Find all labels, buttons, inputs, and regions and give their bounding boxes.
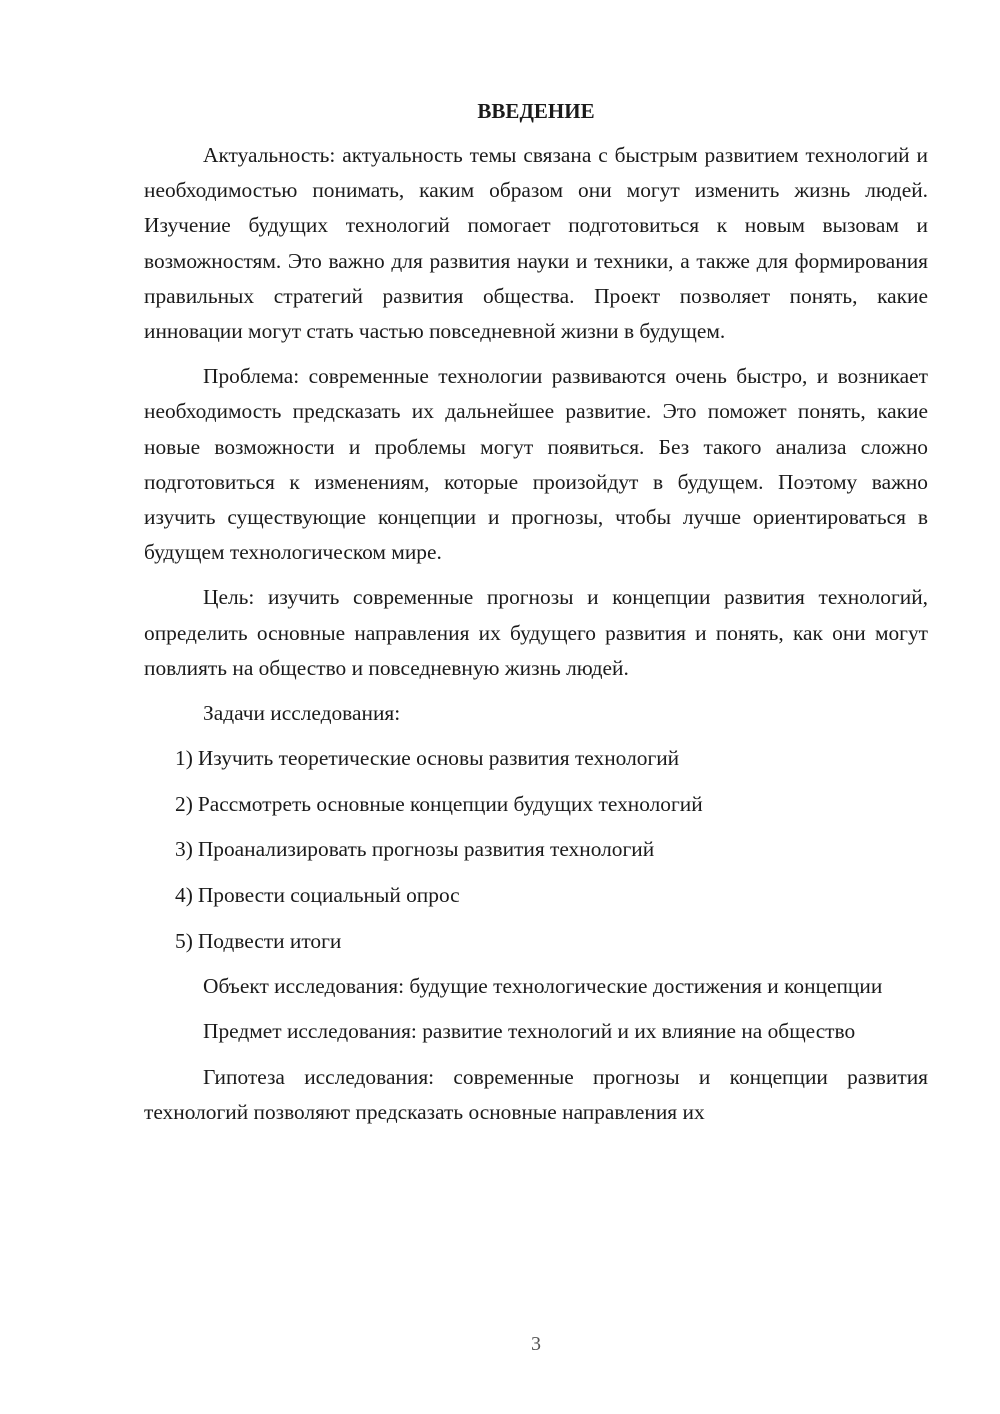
tasks-list xyxy=(144,741,928,959)
list-item xyxy=(144,878,928,913)
list-item-number: 1) xyxy=(175,746,193,771)
subject-paragraph: Предмет исследования: развитие технологий и их влияние на общество xyxy=(203,1019,856,1044)
page-number: 3 xyxy=(531,1333,541,1355)
list-item xyxy=(144,924,928,959)
list-item-number: 2) xyxy=(175,791,193,816)
object-paragraph: Объект исследования: будущие технологические достижения и концепции xyxy=(203,974,883,999)
relevance-paragraph: Актуальность: актуальность темы связана с быстрым развитием технологий и необходимостью понимать, каким образом они могут изменить жизнь людей. Изучение будущих технологий помогает подготовиться к новым вызовам и возможностям. Это важно для развития науки и техники, а также для формирования правильных стратегий развития общества. Проект позволяет понять, какие инновации могут стать частью повседневной жизни в будущем. xyxy=(144,143,928,344)
list-item xyxy=(144,741,928,776)
list-item-text: Подвести итоги xyxy=(197,928,342,953)
problem-paragraph: Проблема: современные технологии развиваются очень быстро, и возникает необходимость предсказать их дальнейшее развитие. Это поможет понять, какие новые возможности и проблемы могут появиться. Без такого анализа сложно подготовиться к изменениям, которые произойдут в будущем. Поэтому важно изучить существующие концепции и прогнозы, чтобы лучше ориентироваться в будущем технологическом мире. xyxy=(144,364,928,565)
tasks-heading: Задачи исследования: xyxy=(203,701,401,726)
list-item xyxy=(144,832,928,867)
goal-paragraph: Цель: изучить современные прогнозы и концепции развития технологий, определить основные направления их будущего развития и понять, как они могут повлиять на общество и повседневную жизнь людей. xyxy=(144,585,928,680)
list-item-text: Рассмотреть основные концепции будущих технологий xyxy=(197,791,703,816)
list-item xyxy=(144,787,928,822)
list-item-text: Изучить теоретические основы развития технологий xyxy=(197,746,680,771)
list-item-text: Проанализировать прогнозы развития технологий xyxy=(197,837,655,862)
page-content xyxy=(144,96,928,1140)
list-item-number: 5) xyxy=(175,928,193,953)
list-item-number: 3) xyxy=(175,837,193,862)
list-item-number: 4) xyxy=(175,883,193,908)
list-item-text: Провести социальный опрос xyxy=(197,883,460,908)
page-title: ВВЕДЕНИЕ xyxy=(477,99,595,123)
hypothesis-paragraph: Гипотеза исследования: современные прогнозы и концепции развития технологий позволяют предсказать основные направления их xyxy=(144,1064,928,1124)
